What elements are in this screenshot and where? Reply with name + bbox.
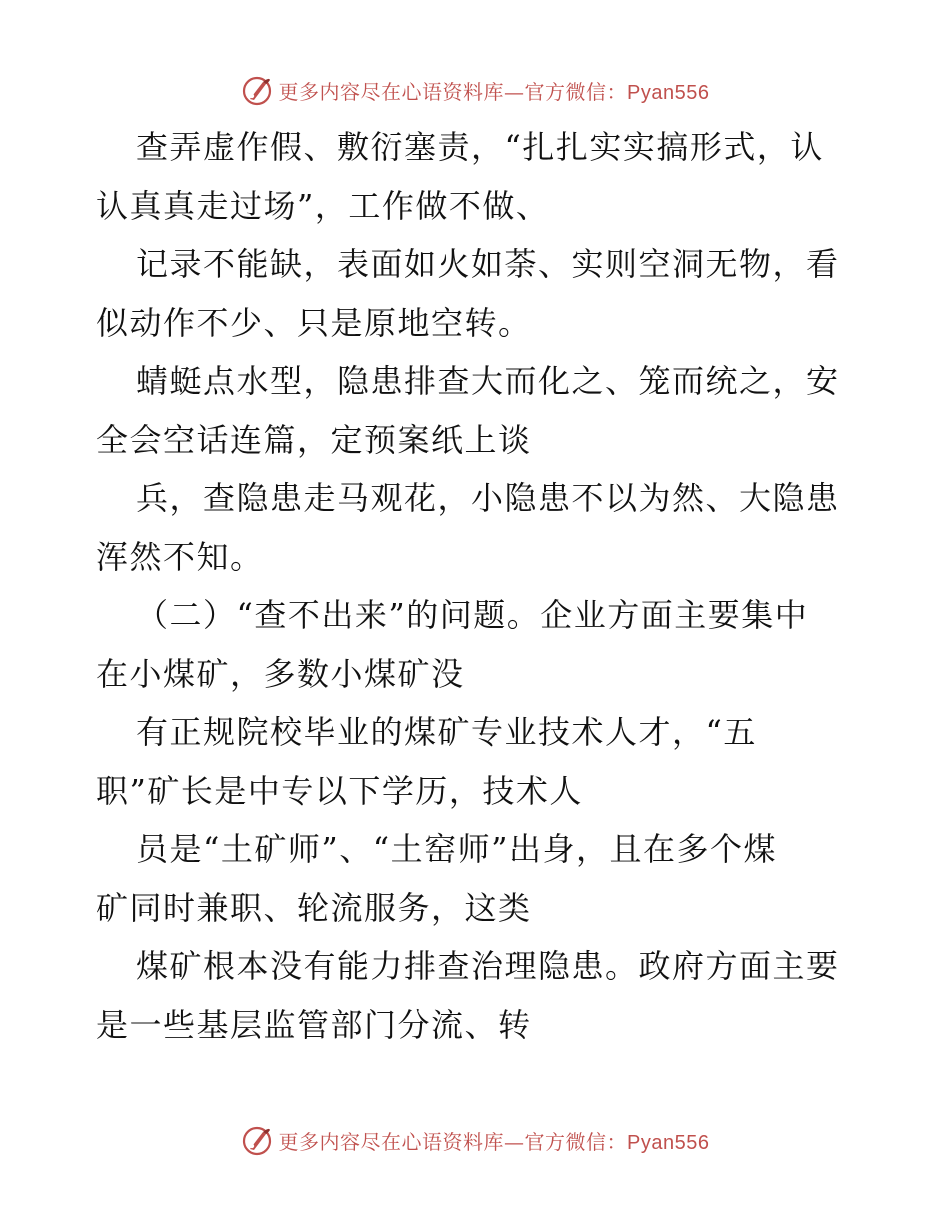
body-line: 职”矿长是中专以下学历，技术人 (96, 771, 583, 810)
quill-pen-logo-icon (241, 1124, 273, 1156)
body-line: 记录不能缺，表面如火如荼、实则空洞无物，看 (136, 245, 840, 283)
body-line: 兵，查隐患走马观花，小隐患不以为然、大隐患 (136, 479, 840, 517)
body-line: 矿同时兼职、轮流服务，这类 (96, 888, 532, 927)
body-line: 煤矿根本没有能力排查治理隐患。政府方面主要 (136, 947, 840, 985)
quill-pen-logo-icon (241, 74, 273, 106)
header-watermark (0, 70, 950, 110)
body-line: 员是“土矿师”、“土窑师”出身，且在多个煤 (136, 830, 777, 868)
body-line: 是一些基层监管部门分流、转 (96, 1005, 532, 1044)
footer-watermark (0, 1120, 950, 1160)
watermark-text (279, 76, 710, 105)
watermark-text (279, 1126, 710, 1155)
body-line: 似动作不少、只是原地空转。 (96, 303, 532, 342)
body-line: 浑然不知。 (96, 537, 264, 576)
watermark-label: 更多内容尽在心语资料库—官方微信： (278, 1129, 628, 1154)
watermark-wechat-id: Pyan556 (627, 1131, 710, 1154)
body-line: 全会空话连篇，定预案纸上谈 (96, 420, 532, 459)
body-line: 蜻蜓点水型，隐患排查大而化之、笼而统之，安 (136, 362, 840, 400)
body-line: 有正规院校毕业的煤矿专业技术人才，“五 (136, 713, 757, 751)
body-line: 查弄虚作假、敷衍塞责，“扎扎实实搞形式，认 (136, 128, 824, 166)
body-line: 在小煤矿，多数小煤矿没 (96, 654, 465, 693)
body-line: 认真真走过场”，工作做不做、 (96, 186, 550, 225)
body-text (96, 118, 856, 1054)
watermark-wechat-id: Pyan556 (627, 81, 710, 104)
body-line: （二）“查不出来”的问题。企业方面主要集中 (136, 596, 809, 634)
watermark-label: 更多内容尽在心语资料库—官方微信： (278, 79, 628, 104)
